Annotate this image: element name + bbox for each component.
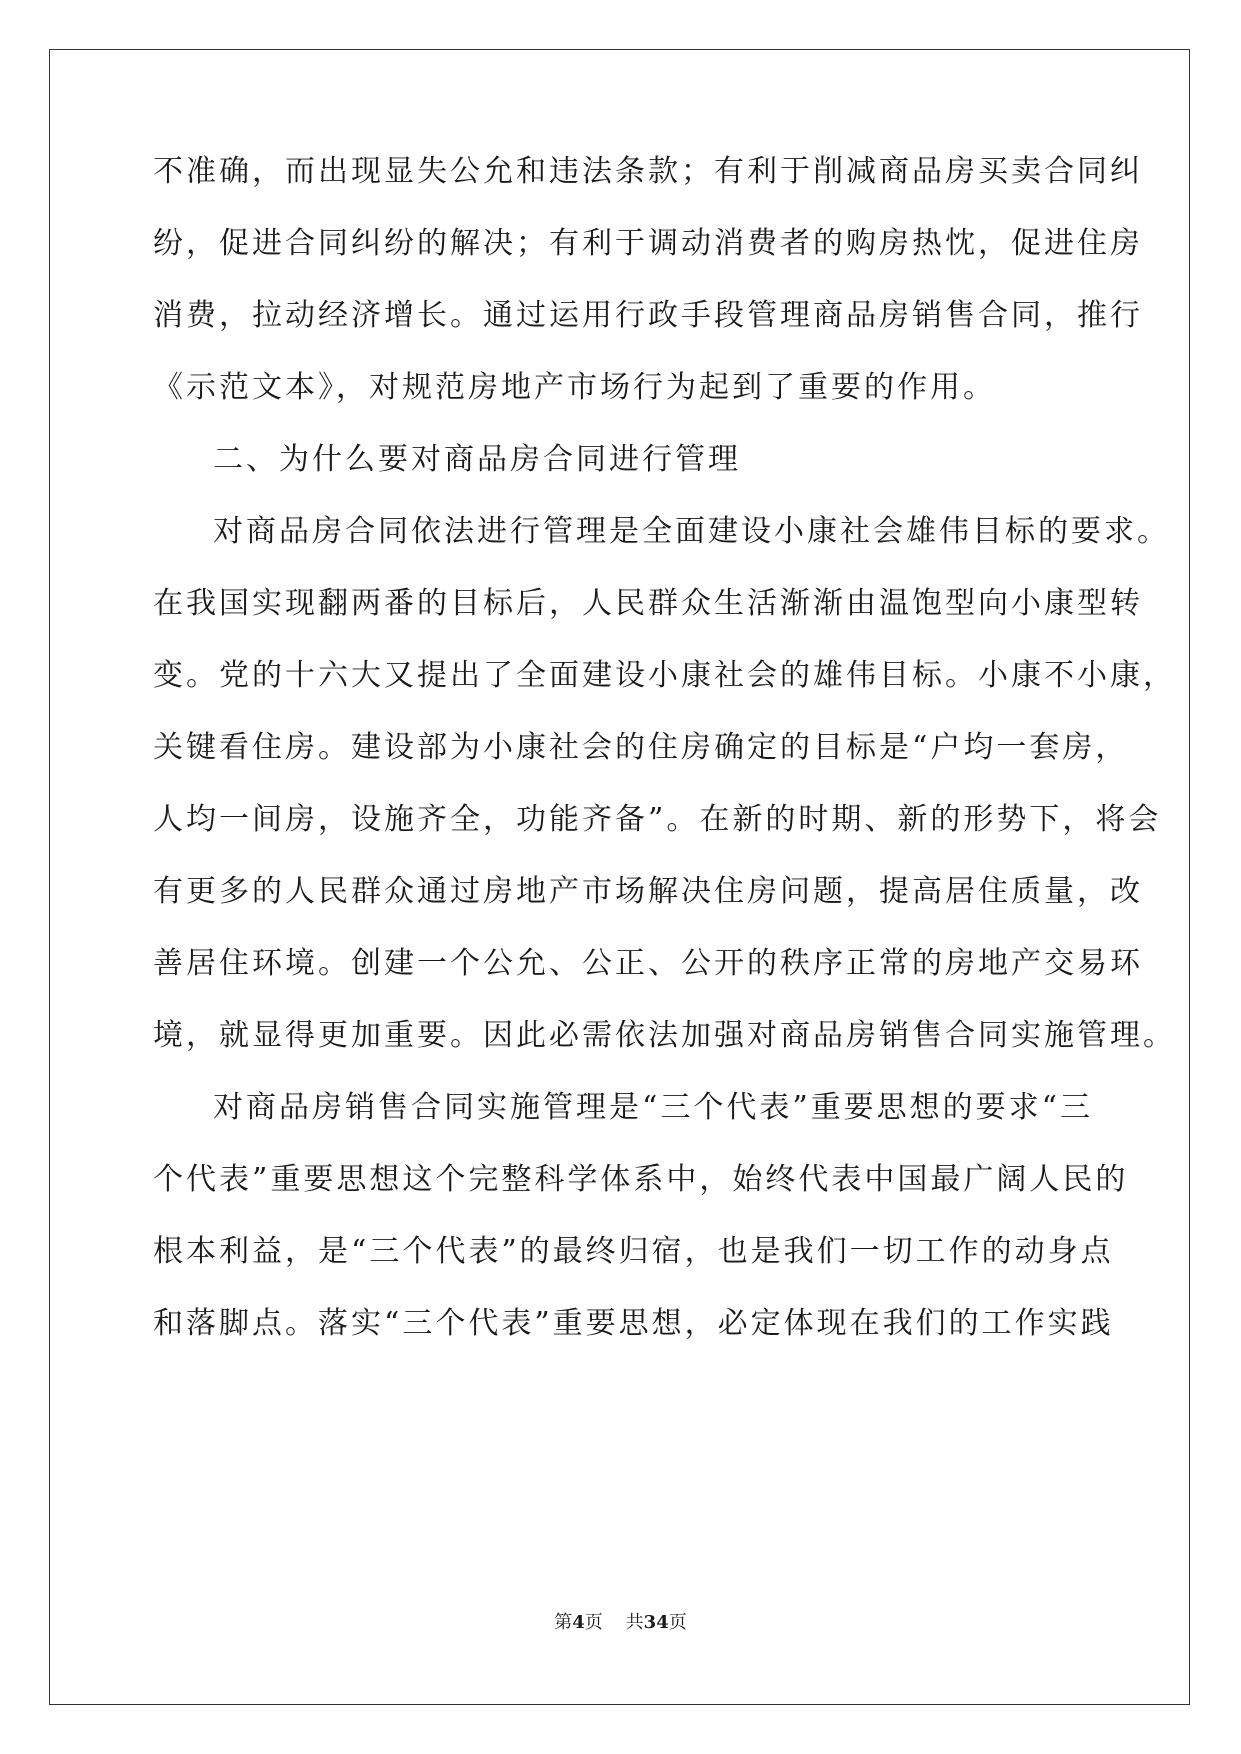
body-text-line: 善居住环境。创建一个公允、公正、公开的秩序正常的房地产交易环: [153, 946, 1143, 981]
body-text-line: 不准确，而出现显失公允和违法条款；有利于削减商品房买卖合同纠: [153, 154, 1143, 189]
body-text-line: 《示范文本》，对规范房地产市场行为起到了重要的作用。: [153, 370, 996, 405]
body-text-line: 纷，促进合同纠纷的解决；有利于调动消费者的购房热忱，促进住房: [153, 226, 1143, 261]
page-footer: [0, 1612, 1241, 1634]
page-prefix: 第: [554, 1612, 573, 1633]
body-text-line: 根本利益，是“三个代表”的最终归宿，也是我们一切工作的动身点: [153, 1234, 1114, 1269]
body-text-line: 变。党的十六大又提出了全面建设小康社会的雄伟目标。小康不小康，: [153, 658, 1176, 693]
body-text-line: 消费，拉动经济增长。通过运用行政手段管理商品房销售合同，推行: [153, 298, 1143, 333]
body-text-line: 和落脚点。落实“三个代表”重要思想，必定体现在我们的工作实践: [153, 1306, 1114, 1341]
body-text-line: 境，就显得更加重要。因此必需依法加强对商品房销售合同实施管理。: [153, 1018, 1176, 1053]
page-suffix: 页: [584, 1612, 603, 1633]
total-prefix: 共: [625, 1612, 644, 1633]
body-text-line: 人均一间房，设施齐全，功能齐备”。在新的时期、新的形势下，将会: [153, 802, 1162, 837]
body-text-line: 关键看住房。建设部为小康社会的住房确定的目标是“户均一套房，: [153, 730, 1129, 765]
body-text-line: 对商品房合同依法进行管理是全面建设小康社会雄伟目标的要求。: [213, 514, 1170, 549]
total-suffix: 页: [668, 1612, 687, 1633]
body-text-line: 在我国实现翻两番的目标后，人民群众生活渐渐由温饱型向小康型转: [153, 586, 1143, 621]
body-text-line: 个代表”重要思想这个完整科学体系中，始终代表中国最广阔人民的: [153, 1162, 1129, 1197]
page-total: 34: [643, 1612, 669, 1633]
page-current: 4: [572, 1612, 585, 1633]
body-text-line: 有更多的人民群众通过房地产市场解决住房问题，提高居住质量，改: [153, 874, 1143, 909]
section-heading: 二、为什么要对商品房合同进行管理: [213, 442, 741, 477]
body-text-line: 对商品房销售合同实施管理是“三个代表”重要思想的要求“三: [213, 1090, 1094, 1125]
